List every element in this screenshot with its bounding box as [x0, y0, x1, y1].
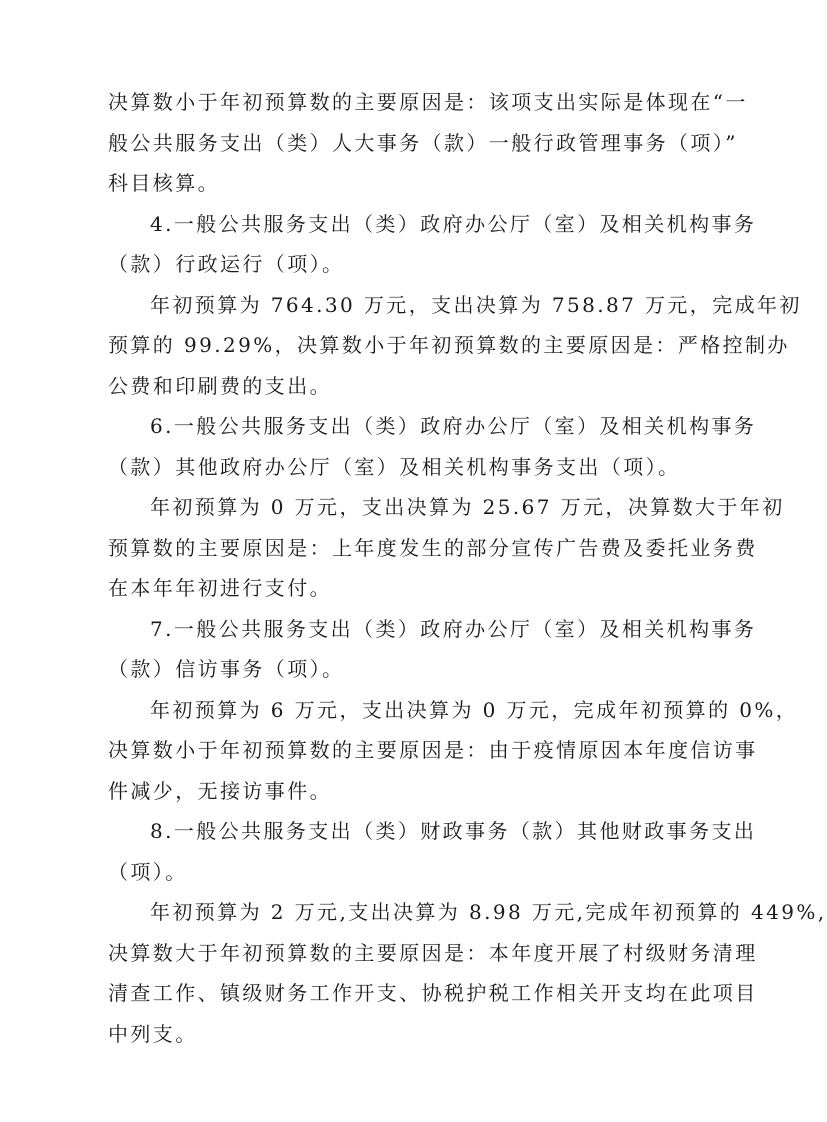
paragraph-p5 — [108, 487, 785, 609]
paragraph-p9 — [108, 892, 827, 1054]
text-line: 在本年年初进行支付。 — [108, 576, 332, 600]
text-line: （项）。 — [108, 859, 188, 884]
text-line: 决算数大于年初预算数的主要原因是：本年度开展了村级财务清理 — [108, 940, 758, 965]
text-line: 预算数的主要原因是：上年度发生的部分宣传广告费及委托业务费 — [108, 535, 758, 560]
text-line: （款）其他政府办公厅（室）及相关机构事务支出（项）。 — [108, 454, 681, 479]
paragraph-p8 — [108, 811, 757, 892]
text-line: 科目核算。 — [108, 171, 220, 195]
text-line: 预算的 99.29%，决算数小于年初预算数的主要原因是：严格控制办 — [108, 333, 790, 357]
paragraph-p2 — [108, 204, 757, 285]
text-line: 决算数小于年初预算数的主要原因是：该项支出实际是体现在“一 — [108, 90, 748, 114]
text-line: 件减少，无接访事件。 — [108, 778, 332, 803]
text-line: 年初预算为 764.30 万元，支出决算为 758.87 万元，完成年初 — [150, 292, 802, 317]
text-line: 7.一般公共服务支出（类）政府办公厅（室）及相关机构事务 — [150, 616, 757, 641]
text-line: （款）行政运行（项）。 — [108, 252, 345, 276]
text-line: 年初预算为 6 万元，支出决算为 0 万元，完成年初预算的 0%， — [150, 697, 799, 722]
text-line: （款）信访事务（项）。 — [108, 657, 345, 681]
text-line: 4.一般公共服务支出（类）政府办公厅（室）及相关机构事务 — [150, 211, 757, 236]
text-line: 公费和印刷费的支出。 — [108, 373, 332, 398]
text-line: 8.一般公共服务支出（类）财政事务（款）其他财政事务支出 — [150, 819, 757, 843]
text-line: 6.一般公共服务支出（类）政府办公厅（室）及相关机构事务 — [150, 414, 757, 438]
text-line: 中列支。 — [108, 1021, 198, 1046]
text-line: 决算数小于年初预算数的主要原因是：由于疫情原因本年度信访事 — [108, 738, 758, 762]
paragraph-p7 — [108, 690, 799, 812]
text-line: 年初预算为 2 万元,支出决算为 8.98 万元,完成年初预算的 449%, — [150, 900, 827, 924]
document-body — [108, 82, 827, 1054]
paragraph-p4 — [108, 406, 757, 487]
paragraph-p3 — [108, 285, 802, 407]
text-line: 清查工作、镇级财务工作开支、协税护税工作相关开支均在此项目 — [108, 981, 758, 1005]
paragraph-p1 — [108, 82, 748, 204]
paragraph-p6 — [108, 609, 757, 690]
text-line: 年初预算为 0 万元，支出决算为 25.67 万元，决算数大于年初 — [150, 495, 785, 519]
text-line: 般公共服务支出（类）人大事务（款）一般行政管理事务（项）” — [108, 130, 738, 155]
